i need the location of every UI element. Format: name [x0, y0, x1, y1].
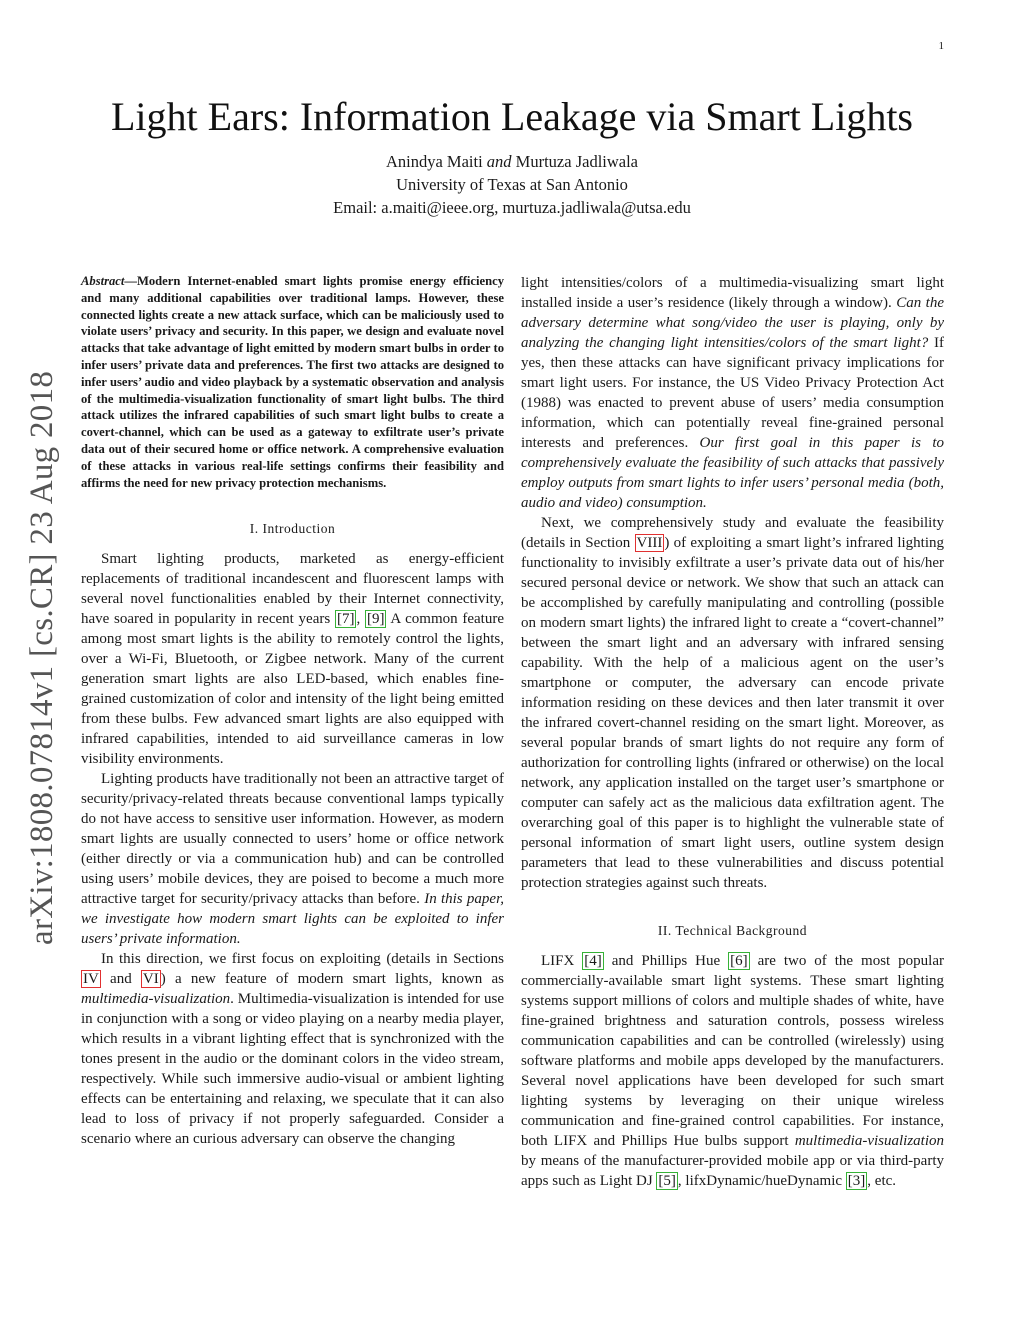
citation-link[interactable]: [5] [658, 1173, 676, 1189]
author-conjunction: and [486, 152, 512, 171]
text-run: , lifxDynamic/hueDynamic [677, 1173, 846, 1189]
author-1: Anindya Maiti [385, 152, 483, 171]
intro-paragraph-2 [81, 769, 504, 949]
text-run: If yes, then these attacks can have significant privacy implications for smart light users. For instance, the US Video Privacy Protection Act (1988) was enacted to prevent abuse of users’ media consumption information, which can potentially reveal fine-grained personal interests and preferences. [521, 335, 944, 451]
text-run: LIFX [541, 953, 583, 969]
text-run: light intensities/colors of a multimedia-visualizing smart light installed inside a user’s residence (likely through a window). [521, 275, 944, 311]
author-2: Murtuza Jadliwala [515, 152, 639, 171]
citation-link[interactable]: [9] [366, 611, 385, 628]
section-link[interactable]: VIII [636, 535, 663, 551]
page-number: 1 [938, 40, 944, 52]
text-run: are two of the most popular commercially-available smart light systems. These smart lighting systems support millions of colors and multiple shades of white, have fine-grained brightness and saturation controls, possess wireless communication capabilities and can be controlled (wirelessly) using software platforms and mobile apps developed by the manufacturers. Several novel applications have been developed for such smart lighting systems by leveraging on their unique wireless communication and fine-grained control capabilities. For instance, both LIFX and Phillips Hue bulbs support [521, 953, 944, 1149]
text-run: In this direction, we first focus on exploiting (details in Sections [101, 951, 504, 968]
citation-link[interactable]: [6] [730, 953, 748, 969]
text-run: ) of exploiting a smart light’s infrared lighting functionality to invisibly exfiltrate a user’s private data out of his/her secured personal device or network. We show that such an attack can be accomplished by carefully manipulating and controlling (possible on modern smart lights) the infrared light to create a “covert-channel” between the smart light and an adversary with infrared sensing capability. With the help of a malicious agent on the user’s smartphone or computer, the adversary can encode private information residing on these devices and then later transmit it over the infrared covert-channel residing on the smart light. Moreover, as several popular brands of smart lights do not require any form of authorization for controlling lights (infrared or otherwise) on the local network, any application installed on the target user’s smartphone or computer can safely act as the malicious data exfiltration agent. The overarching goal of this paper is to highlight the vulnerable state of personal information of smart light users, outline system design parameters that lead to these vulnerabilities and discuss potential protection strategies against such threats. [521, 535, 945, 891]
right-column [521, 273, 944, 1191]
text-run: and [100, 971, 141, 988]
emphasis-text: In this paper, we investigate how modern smart lights can be exploited to infer users’ private information. [81, 891, 504, 948]
section-link[interactable]: IV [83, 971, 99, 988]
emphasis-text: Our first goal in this paper is to comprehensively evaluate the feasibility of such attacks that passively employ outputs from smart lights to infer users’ personal media (both, audio and video) consumption. [521, 435, 944, 511]
emphasis-text: Can the adversary determine what song/video the user is playing, only by analyzing the changing light intensities/colors of the smart light? [521, 295, 944, 351]
section-link[interactable]: VI [142, 971, 159, 988]
intro-paragraph-3 [81, 949, 504, 1149]
citation-link[interactable]: [4] [584, 953, 602, 969]
emphasis-text: multimedia-visualization [794, 1133, 944, 1149]
text-run: , etc. [867, 1173, 897, 1189]
affiliation: University of Texas at San Antonio [396, 175, 628, 194]
section-heading-introduction: I. Introduction [249, 521, 336, 537]
abstract-label: Abstract [81, 274, 125, 288]
emphasis-text: multimedia-visualization [81, 991, 231, 1008]
text-run: Next, we comprehensively study and evaluate the feasibility (details in Section [521, 515, 944, 551]
text-run: and Phillips Hue [603, 953, 729, 969]
text-run: , [356, 611, 365, 628]
intro-paragraph-4 [521, 273, 944, 513]
text-run: A common feature among most smart lights is the ability to remotely control the lights, over a Wi-Fi, Bluetooth, or Zigbee network. Many of the current generation smart lights are also LED-based, which enables fine-grained customization of color and intensity of the light being emitted from these bulbs. Few advanced smart lights are also equipped with infrared capabilities, intended to aid surveillance cameras in low visibility environments. [81, 611, 504, 768]
text-run: by means of the manufacturer-provided mobile app or via third-party apps such as Light DJ [521, 1153, 944, 1189]
intro-paragraph-5 [521, 513, 944, 893]
citation-link[interactable]: [7] [336, 611, 355, 628]
paper-title: Light Ears: Information Leakage via Smart Lights [111, 94, 913, 139]
left-column [81, 273, 504, 1149]
text-run: Lighting products have traditionally not been an attractive target of security/privacy-related threats because conventional lamps typically do not have access to sensitive user information. However, as modern smart lights are usually connected to users’ home or office network (either directly or via a communication hub) and can be controlled using users’ mobile devices, they are poised to become a much more attractive target for security/privacy attacks than before. [81, 771, 504, 908]
email-line: Email: a.maiti@ieee.org, murtuza.jadliwala@utsa.edu [333, 198, 691, 217]
section-heading-background: II. Technical Background [657, 923, 808, 938]
text-run: . Multimedia-visualization is intended for use in conjunction with a song or video playing on a nearby media player, which results in a vibrant lighting effect that is synchronized with the tones present in the audio or the dominant colors in the video stream, respectively. While such immersive audio-visual or ambient lighting effects can be entertaining and relaxing, we speculate that it can also lead to loss of privacy if not properly safeguarded. Consider a scenario where an curious adversary can observe the changing [81, 991, 504, 1148]
abstract-text: —Modern Internet-enabled smart lights promise energy efficiency and many additional capabilities over traditional lamps. However, these connected lights create a new attack surface, which can be maliciously used to violate users’ privacy and security. In this paper, we design and evaluate novel attacks that take advantage of light emitted by modern smart bulbs in order to infer users’ private data and preferences. The first two attacks are designed to infer users’ audio and video playback by a systematic observation and analysis of the multimedia-visualization functionality of smart light bulbs. The third attack utilizes the infrared capabilities of such smart light bulbs to create a covert-channel, which can be used as a gateway to exfiltrate user’s private data out of their secured home or office network. A comprehensive evaluation of these attacks in various real-life settings confirms their feasibility and affirms the need for new privacy protection mechanisms. [81, 274, 504, 490]
abstract [81, 273, 504, 491]
background-paragraph-1 [521, 951, 944, 1191]
text-run: ) a new feature of modern smart lights, known as [160, 971, 504, 988]
citation-link[interactable]: [3] [847, 1173, 866, 1189]
intro-paragraph-1 [81, 549, 504, 769]
arxiv-stamp: arXiv:1808.07814v1 [cs.CR] 23 Aug 2018 [24, 370, 60, 945]
author-names [80, 150, 944, 173]
text-run: Smart lighting products, marketed as energy-efficient replacements of traditional incandescent and fluorescent lamps with several novel functionalities enabled by their Internet connectivity, have soared in popularity in recent years [81, 551, 504, 628]
author-block [80, 150, 944, 219]
